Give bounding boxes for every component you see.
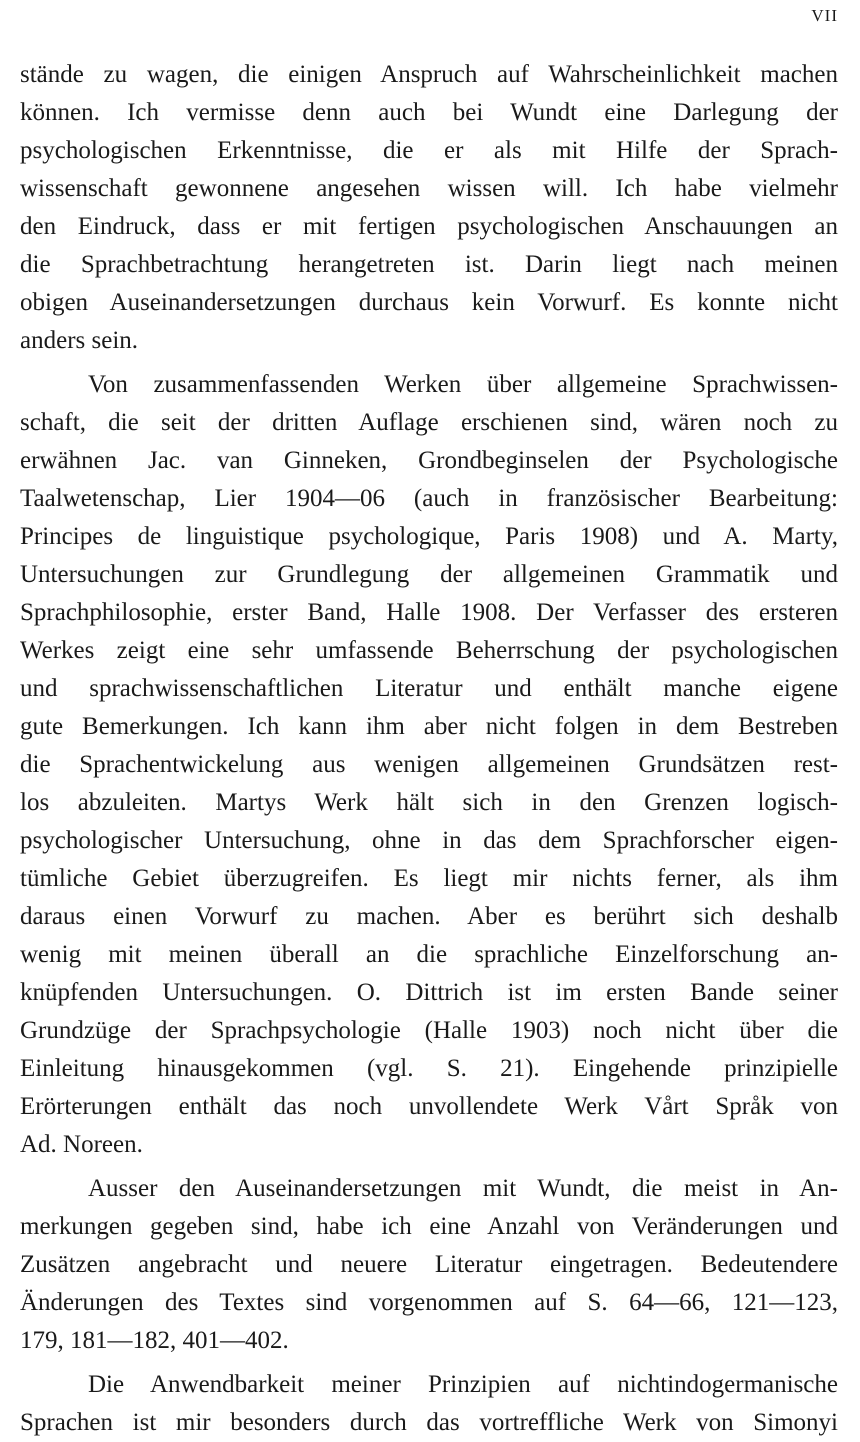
text-line: Sprachen ist mir besonders durch das vortreffliche Werk von Simonyi	[20, 1409, 838, 1436]
text-line: wenig mit meinen überall an die sprachliche Einzelforschung an-	[20, 941, 838, 968]
paragraph	[20, 1366, 838, 1442]
text-line: Ausser den Auseinandersetzungen mit Wundt, die meist in An-	[88, 1175, 838, 1202]
text-line: psychologischer Untersuchung, ohne in das dem Sprachforscher eigen-	[20, 827, 838, 854]
body-text	[20, 56, 838, 1442]
paragraph	[20, 366, 838, 1164]
text-line: Grundzüge der Sprachpsychologie (Halle 1903) noch nicht über die	[20, 1017, 838, 1044]
text-line: Werkes zeigt eine sehr umfassende Beherrschung der psychologischen	[20, 637, 838, 664]
page-number: VII	[811, 6, 838, 25]
text-line: psychologischen Erkenntnisse, die er als mit Hilfe der Sprach-	[20, 137, 838, 164]
text-line: und sprachwissenschaftlichen Literatur und enthält manche eigene	[20, 675, 838, 702]
text-line: die Sprachentwickelung aus wenigen allgemeinen Grundsätzen rest-	[20, 751, 838, 778]
text-line: Sprachphilosophie, erster Band, Halle 1908. Der Verfasser des ersteren	[20, 599, 838, 626]
text-line: Änderungen des Textes sind vorgenommen auf S. 64—66, 121—123,	[20, 1289, 838, 1316]
text-line: Von zusammenfassenden Werken über allgemeine Sprachwissen-	[88, 371, 838, 398]
text-line: Principes de linguistique psychologique, Paris 1908) und A. Marty,	[20, 523, 838, 550]
text-line: los abzuleiten. Martys Werk hält sich in den Grenzen logisch-	[20, 789, 838, 816]
text-line: wissenschaft gewonnene angesehen wissen will. Ich habe vielmehr	[20, 175, 838, 202]
text-line: Untersuchungen zur Grundlegung der allgemeinen Grammatik und	[20, 561, 838, 588]
text-line: Erörterungen enthält das noch unvollendete Werk Vårt Språk von	[20, 1093, 838, 1120]
text-line: Zusätzen angebracht und neuere Literatur eingetragen. Bedeutendere	[20, 1251, 838, 1278]
text-line: können. Ich vermisse denn auch bei Wundt eine Darlegung der	[20, 99, 838, 126]
text-line: knüpfenden Untersuchungen. O. Dittrich ist im ersten Bande seiner	[20, 979, 838, 1006]
text-line: den Eindruck, dass er mit fertigen psychologischen Anschauungen an	[20, 213, 838, 240]
text-line: gute Bemerkungen. Ich kann ihm aber nicht folgen in dem Bestreben	[20, 713, 838, 740]
text-line: Taalwetenschap, Lier 1904—06 (auch in französischer Bearbeitung:	[20, 485, 838, 512]
text-line: 179, 181—182, 401—402.	[20, 1327, 289, 1354]
text-line: anders sein.	[20, 327, 139, 354]
paragraph	[20, 1170, 838, 1360]
text-line: obigen Auseinandersetzungen durchaus kein Vorwurf. Es konnte nicht	[20, 289, 838, 316]
text-line: Ad. Noreen.	[20, 1131, 143, 1158]
text-line: merkungen gegeben sind, habe ich eine Anzahl von Veränderungen und	[20, 1213, 838, 1240]
text-line: stände zu wagen, die einigen Anspruch auf Wahrscheinlichkeit machen	[20, 61, 838, 88]
text-line: daraus einen Vorwurf zu machen. Aber es berührt sich deshalb	[20, 903, 838, 930]
text-line: die Sprachbetrachtung herangetreten ist. Darin liegt nach meinen	[20, 251, 838, 278]
text-line: schaft, die seit der dritten Auflage erschienen sind, wären noch zu	[20, 409, 838, 436]
text-line: tümliche Gebiet überzugreifen. Es liegt mir nichts ferner, als ihm	[20, 865, 838, 892]
paragraph	[20, 56, 838, 360]
text-line: Die Anwendbarkeit meiner Prinzipien auf nichtindogermanische	[88, 1371, 838, 1398]
text-line: Einleitung hinausgekommen (vgl. S. 21). Eingehende prinzipielle	[20, 1055, 838, 1082]
text-line: erwähnen Jac. van Ginneken, Grondbeginselen der Psychologische	[20, 447, 838, 474]
